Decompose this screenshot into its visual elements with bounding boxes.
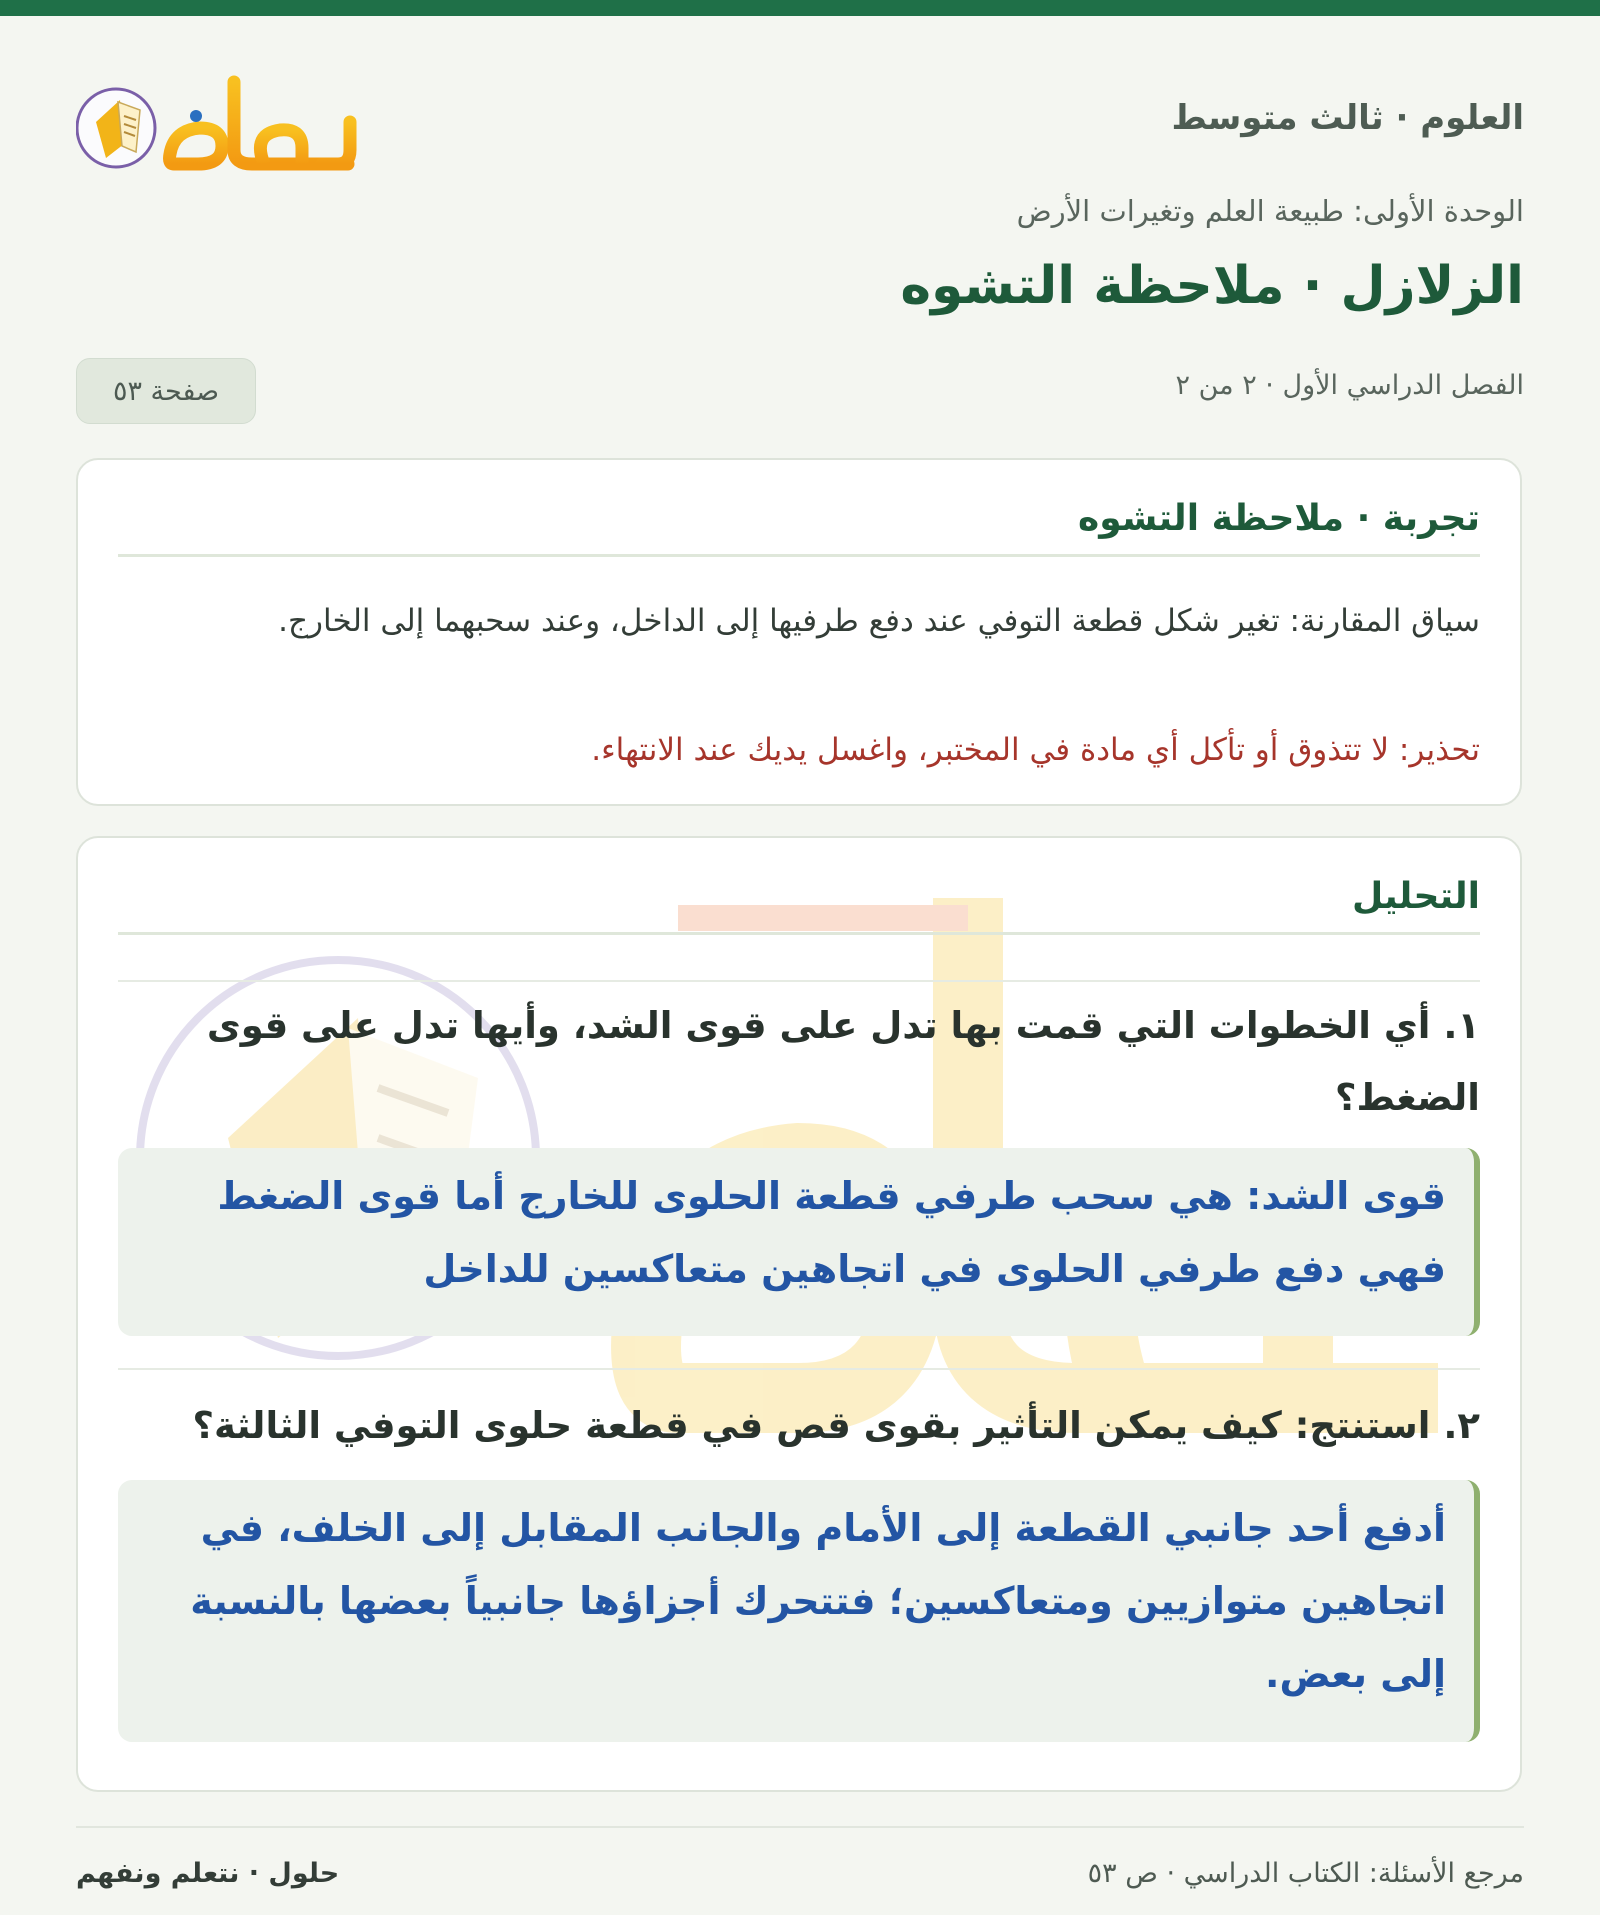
experiment-card — [76, 458, 1522, 806]
analysis-card — [76, 836, 1522, 1792]
unit-label: الوحدة الأولى: طبيعة العلم وتغيرات الأرض — [1016, 194, 1524, 228]
answer-2: أدفع أحد جانبي القطعة إلى الأمام والجانب المقابل إلى الخلف، في اتجاهين متوازيين ومتعاكسين؛ فتتحرك أجزاؤها جانبياً بعضها بالنسبة إلى بعض. — [118, 1480, 1480, 1742]
subject-label: العلوم · ثالث متوسط — [1171, 98, 1524, 138]
safety-warning: تحذير: لا تتذوق أو تأكل أي مادة في المختبر، واغسل يديك عند الانتهاء. — [591, 732, 1480, 768]
page — [76, 16, 1524, 1915]
footer-slogan: حلول · نتعلم ونفهم — [76, 1858, 340, 1889]
page-badge: صفحة ٥٣ — [76, 358, 256, 424]
top-accent-bar — [0, 0, 1600, 16]
comparison-context: سياق المقارنة: تغير شكل قطعة التوفي عند دفع طرفيها إلى الداخل، وعند سحبهما إلى الخارج. — [278, 603, 1480, 639]
term-label: الفصل الدراسي الأول · ٢ من ٢ — [1175, 370, 1524, 401]
page-title: الزلازل · ملاحظة التشوه — [900, 256, 1524, 316]
site-logo[interactable] — [76, 70, 366, 180]
footer-divider — [76, 1826, 1524, 1828]
divider — [118, 980, 1480, 982]
header — [76, 70, 1524, 180]
analysis-title: التحليل — [118, 876, 1480, 935]
question-reference: مرجع الأسئلة: الكتاب الدراسي · ص ٥٣ — [1087, 1858, 1524, 1889]
question-2: ٢. استنتج: كيف يمكن التأثير بقوى قص في قطعة حلوى التوفي الثالثة؟ — [192, 1404, 1480, 1447]
answer-1: قوى الشد: هي سحب طرفي قطعة الحلوى للخارج أما قوى الضغط فهي دفع طرفي الحلوى في اتجاهين متعاكسين للداخل — [118, 1148, 1480, 1336]
question-1: ١. أي الخطوات التي قمت بها تدل على قوى الشد، وأيها تدل على قوى الضغط؟ — [206, 1004, 1480, 1119]
book-page-icon — [76, 70, 366, 180]
experiment-title: تجربة · ملاحظة التشوه — [118, 498, 1480, 557]
divider — [118, 1368, 1480, 1370]
